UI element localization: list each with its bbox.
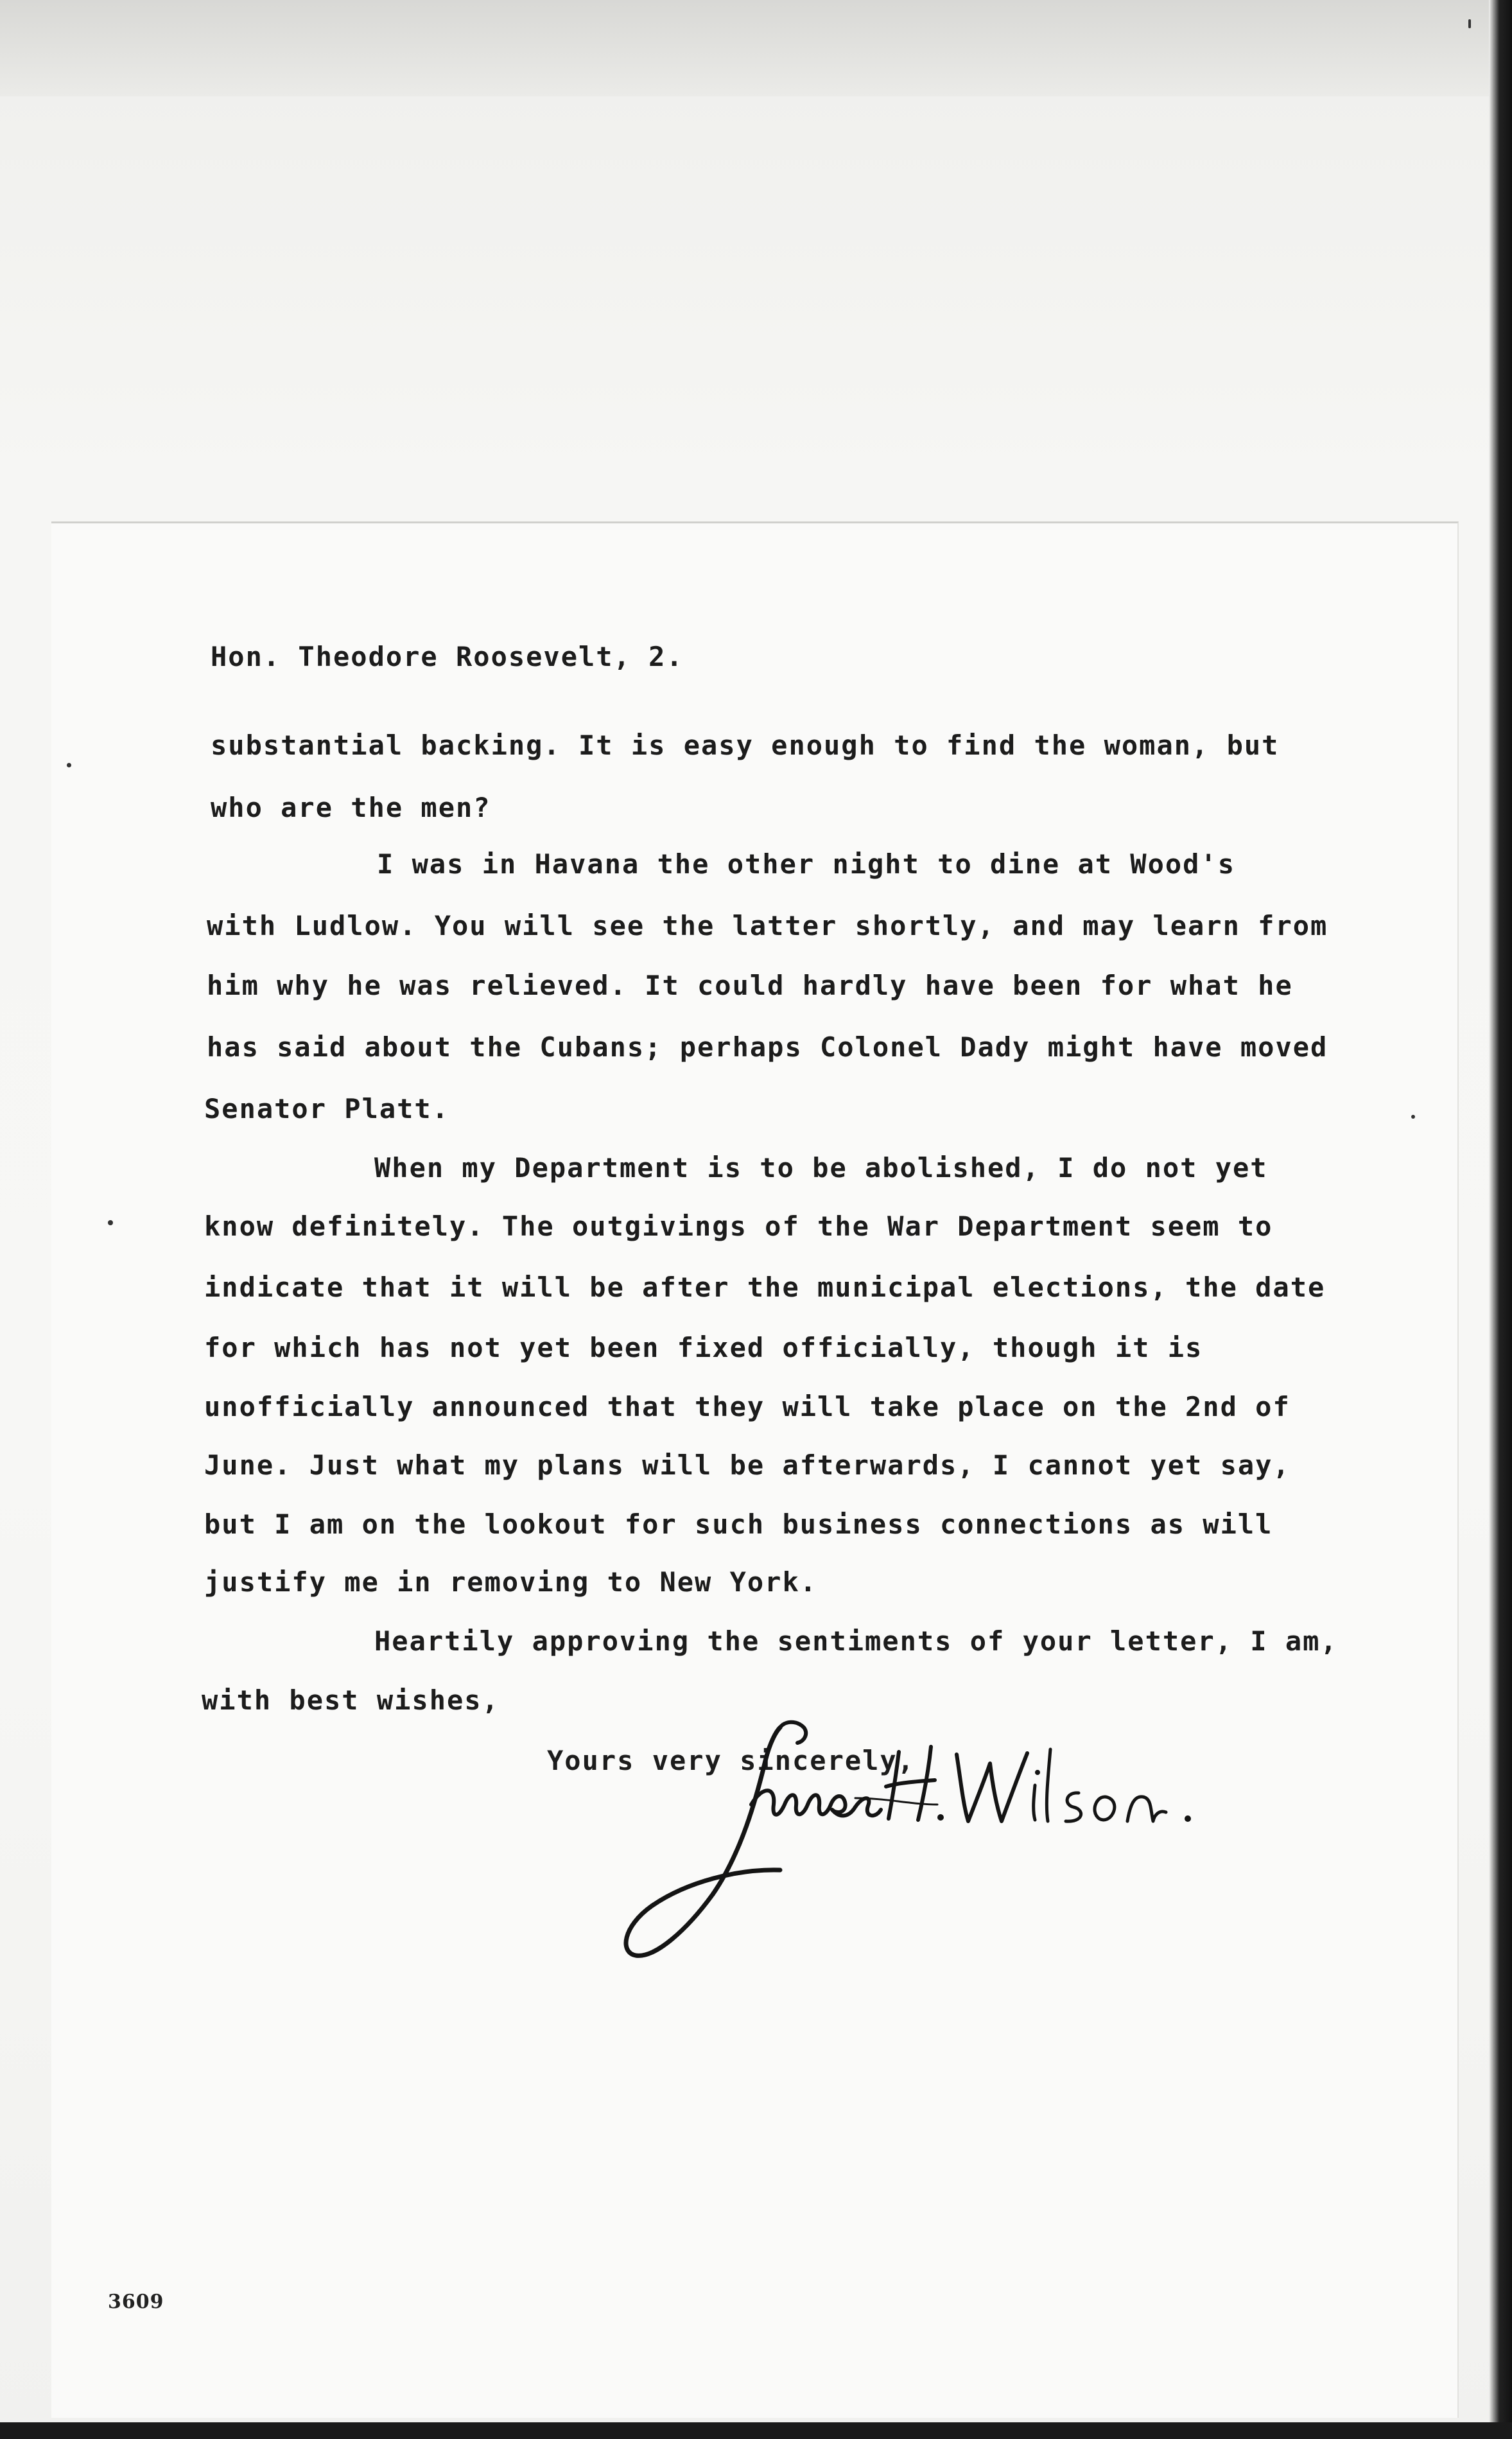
- body-line: with best wishes,: [202, 1684, 500, 1716]
- body-line: who are the men?: [211, 792, 491, 823]
- body-line: but I am on the lookout for such business connections as will: [204, 1508, 1273, 1540]
- body-line: him why he was relieved. It could hardly have been for what he: [207, 970, 1293, 1001]
- body-line: June. Just what my plans will be afterwards, I cannot yet say,: [204, 1449, 1290, 1481]
- handwritten-signature: [616, 1702, 1246, 1997]
- letter-header: Hon. Theodore Roosevelt, 2.: [211, 641, 684, 672]
- body-line: justify me in removing to New York.: [204, 1566, 818, 1598]
- body-line: know definitely. The outgivings of the War Department seem to: [204, 1211, 1273, 1242]
- body-line: I was in Havana the other night to dine at Wood's: [377, 848, 1236, 880]
- page-number: 3609: [108, 2291, 164, 2313]
- body-line: has said about the Cubans; perhaps Colonel Dady might have moved: [207, 1031, 1328, 1063]
- body-line: Heartily approving the sentiments of your letter, I am,: [374, 1625, 1338, 1657]
- body-line: Senator Platt.: [204, 1093, 450, 1124]
- body-line: substantial backing. It is easy enough to find the woman, but: [211, 730, 1280, 761]
- body-line: indicate that it will be after the municipal elections, the date: [204, 1272, 1326, 1303]
- body-line: with Ludlow. You will see the latter shortly, and may learn from: [207, 910, 1328, 941]
- body-line: unofficially announced that they will take place on the 2nd of: [204, 1391, 1290, 1422]
- body-line: When my Department is to be abolished, I do not yet: [374, 1152, 1268, 1184]
- body-line: for which has not yet been fixed officially, though it is: [204, 1332, 1203, 1363]
- speck: [1411, 1115, 1415, 1119]
- speck: [1468, 19, 1471, 28]
- closing-line: Yours very sincerely,: [547, 1745, 916, 1776]
- speck: [108, 1220, 113, 1225]
- speck: [67, 763, 71, 767]
